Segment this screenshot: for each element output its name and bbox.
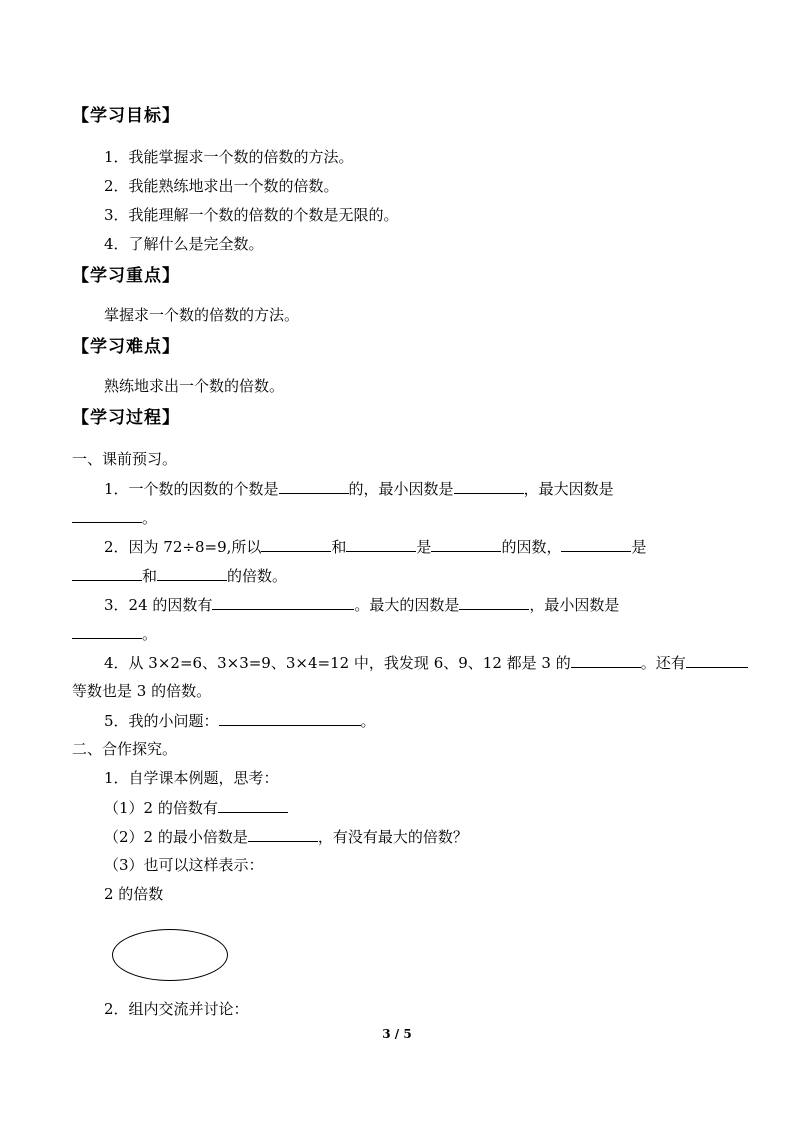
goal-item-2: 2．我能熟练地求出一个数的倍数。: [104, 177, 339, 195]
q4-text-b: 。还有: [640, 654, 686, 672]
q5-text-b: 。: [360, 712, 376, 730]
blank: [686, 652, 748, 668]
q3-text-a: 3．24 的因数有: [104, 596, 213, 614]
q3-text-c: ，最小因数是: [529, 596, 620, 614]
q2-text-e: 是: [631, 538, 647, 556]
focus-heading: 【学习重点】: [72, 266, 180, 286]
blank: [72, 565, 142, 581]
sub2-text-a: （2）2 的最小倍数是: [104, 828, 248, 846]
blank: [561, 536, 631, 552]
explore-item-1: 1．自学课本例题，思考：: [104, 769, 279, 787]
explore-title: 二、合作探究。: [72, 740, 178, 758]
blank: [72, 623, 142, 639]
goal-item-4: 4．了解什么是完全数。: [104, 235, 264, 253]
blank: [248, 826, 318, 842]
q3-text-d: 。: [142, 625, 158, 643]
q2-text-g: 的倍数。: [227, 567, 288, 585]
goal-item-1: 1．我能掌握求一个数的倍数的方法。: [104, 148, 354, 166]
explore-item-2: 2．组内交流并讨论：: [104, 1000, 249, 1018]
multiples-set-ellipse: [112, 929, 228, 981]
q2-text-f: 和: [142, 567, 158, 585]
explore-sub-1: [104, 797, 288, 818]
blank: [431, 536, 501, 552]
q2-text-c: 是: [416, 538, 432, 556]
blank: [571, 652, 641, 668]
set-label: 2 的倍数: [104, 885, 164, 903]
q1-text-a: 1．一个数的因数的个数是: [104, 480, 279, 498]
blank: [261, 536, 331, 552]
preview-q4-line2: 等数也是 3 的倍数。: [72, 682, 212, 700]
preview-q4-line1: [104, 652, 748, 673]
blank: [459, 594, 529, 610]
difficulty-text: 熟练地求出一个数的倍数。: [104, 377, 285, 395]
explore-sub-3: （3）也可以这样表示：: [104, 856, 264, 874]
goals-heading: 【学习目标】: [72, 106, 180, 126]
blank: [454, 478, 524, 494]
preview-title: 一、课前预习。: [72, 450, 178, 468]
sub2-text-b: ，有没有最大的倍数？: [317, 828, 468, 846]
difficulty-heading: 【学习难点】: [72, 337, 180, 357]
preview-q1-line1: [104, 478, 614, 499]
sub1-text: （1）2 的倍数有: [104, 799, 218, 817]
blank: [212, 594, 354, 610]
q1-text-d: 。: [142, 509, 158, 527]
preview-q3-line2: [72, 623, 157, 644]
page-number: 3 / 5: [382, 1027, 412, 1041]
process-heading: 【学习过程】: [72, 408, 180, 428]
q1-text-c: ，最大因数是: [523, 480, 614, 498]
q2-text-a: 2．因为 72÷8=9,所以: [104, 538, 262, 556]
goal-item-3: 3．我能理解一个数的倍数的个数是无限的。: [104, 206, 399, 224]
q5-text-a: 5．我的小问题：: [104, 712, 219, 730]
preview-q1-line2: [72, 507, 157, 528]
q3-text-b: 。最大的因数是: [354, 596, 460, 614]
focus-text: 掌握求一个数的倍数的方法。: [104, 306, 300, 324]
q4-text-a: 4．从 3×2=6、3×3=9、3×4=12 中，我发现 6、9、12 都是 3 的: [104, 654, 571, 672]
preview-q2-line2: [72, 565, 287, 586]
blank: [279, 478, 349, 494]
q1-text-b: 的，最小因数是: [348, 480, 454, 498]
q2-text-d: 的因数，: [501, 538, 562, 556]
explore-sub-2: [104, 826, 468, 847]
blank: [157, 565, 227, 581]
blank: [218, 797, 288, 813]
preview-q3-line1: [104, 594, 619, 615]
preview-q5: [104, 710, 376, 731]
blank: [72, 507, 142, 523]
q2-text-b: 和: [331, 538, 347, 556]
blank: [346, 536, 416, 552]
preview-q2-line1: [104, 536, 646, 557]
blank: [219, 710, 361, 726]
